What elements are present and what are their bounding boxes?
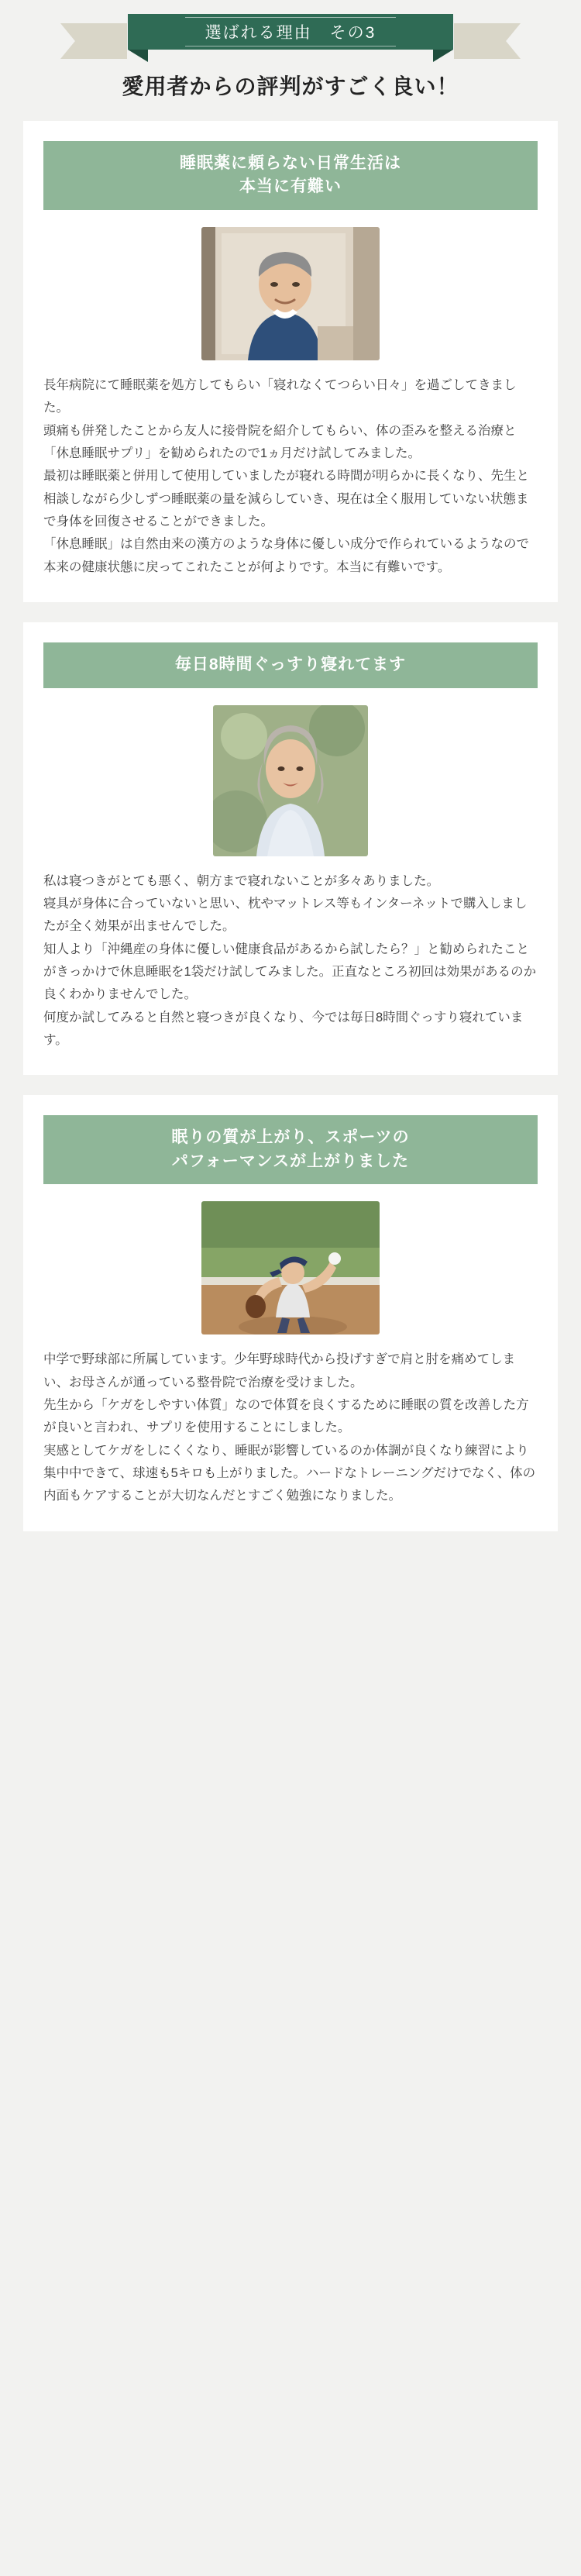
smiling-woman-photo bbox=[213, 705, 368, 856]
ribbon-label: 選ばれる理由 その3 bbox=[185, 17, 397, 46]
testimonial-title: 毎日8時間ぐっすり寝れてます bbox=[43, 642, 538, 687]
headline-highlight bbox=[256, 70, 436, 101]
testimonial-photo-wrap bbox=[43, 1201, 538, 1334]
testimonial-title: 眠りの質が上がり、スポーツの パフォーマンスが上がりました bbox=[43, 1115, 538, 1184]
section-ribbon bbox=[0, 14, 581, 65]
ribbon-tail-right bbox=[454, 23, 521, 59]
testimonial-body bbox=[43, 1348, 538, 1508]
ribbon-tail-left bbox=[60, 23, 127, 59]
testimonial-card bbox=[23, 121, 558, 602]
headline-text-before: 愛用者からの bbox=[122, 74, 257, 98]
page-bottom-spacer bbox=[0, 1551, 581, 1559]
elderly-man-photo bbox=[201, 227, 380, 360]
page-title bbox=[0, 70, 581, 101]
testimonial-card bbox=[23, 1095, 558, 1531]
ribbon-fold-right bbox=[433, 50, 453, 62]
testimonial-card bbox=[23, 622, 558, 1075]
ribbon-banner bbox=[128, 14, 453, 50]
headline-text-after: ！ bbox=[436, 74, 459, 98]
testimonial-body-text: 長年病院にて睡眠薬を処方してもらい「寝れなくてつらい日々」を過ごしてきました。 頭痛も併発したことから友人に接骨院を紹介してもらい、体の歪みを整える治療と「休息睡眠サプリ」を勧められたので1ヵ月だけ試してみました。 最初は睡眠薬と併用して使用していましたが寝れる時間が明らかに長くなり、先生と相談しながら少しずつ睡眠薬の量を減らしていき、現在は全く服用していない状態まで身体を回復させることができました。 「休息睡眠」は自然由来の漢方のような身体に優しい成分で作られているようなので本来の健康状態に戻ってこれたことが何よりです。本当に有難いです。 bbox=[43, 377, 529, 574]
testimonial-photo-wrap bbox=[43, 227, 538, 360]
testimonials-page bbox=[0, 14, 581, 1590]
testimonial-body bbox=[43, 374, 538, 579]
testimonial-body-text: 私は寝つきがとても悪く、朝方まで寝れないことが多々ありました。 寝具が身体に合っていないと思い、枕やマットレス等もインターネットで購入しましたが全く効果が出ませんでした。 知人より「沖縄産の身体に優しい健康食品があるから試したら？」と勧められたことがきっかけで休息睡眠を1袋だけ試してみました。正直なところ初回は効果があるのか良くわかりませんでした。 何度か試してみると自然と寝つきが良くなり、今では毎日8時間ぐっすり寝れています。 bbox=[43, 873, 537, 1048]
testimonial-body-text: 中学で野球部に所属しています。少年野球時代から投げすぎで肩と肘を痛めてしまい、お母さんが通っている整骨院で治療を受けました。 先生から「ケガをしやすい体質」なので体質を良くするために睡眠の質を改善した方が良いと言われ、サプリを使用することにしました。 実感としてケガをしにくくなり、睡眠が影響しているのか体調が良くなり練習により集中中できて、球速も5キロも上がりました。ハードなトレーニングだけでなく、体の内面もケアすることが大切なんだとすごく勉強になりました。 bbox=[43, 1352, 536, 1503]
ribbon-fold-left bbox=[128, 50, 148, 62]
testimonial-body bbox=[43, 870, 538, 1052]
headline-highlight-text: 評判がすごく良い bbox=[256, 74, 437, 98]
baseball-pitcher-photo bbox=[201, 1201, 380, 1334]
testimonial-photo-wrap bbox=[43, 705, 538, 856]
testimonial-title: 睡眠薬に頼らない日常生活は 本当に有難い bbox=[43, 141, 538, 210]
